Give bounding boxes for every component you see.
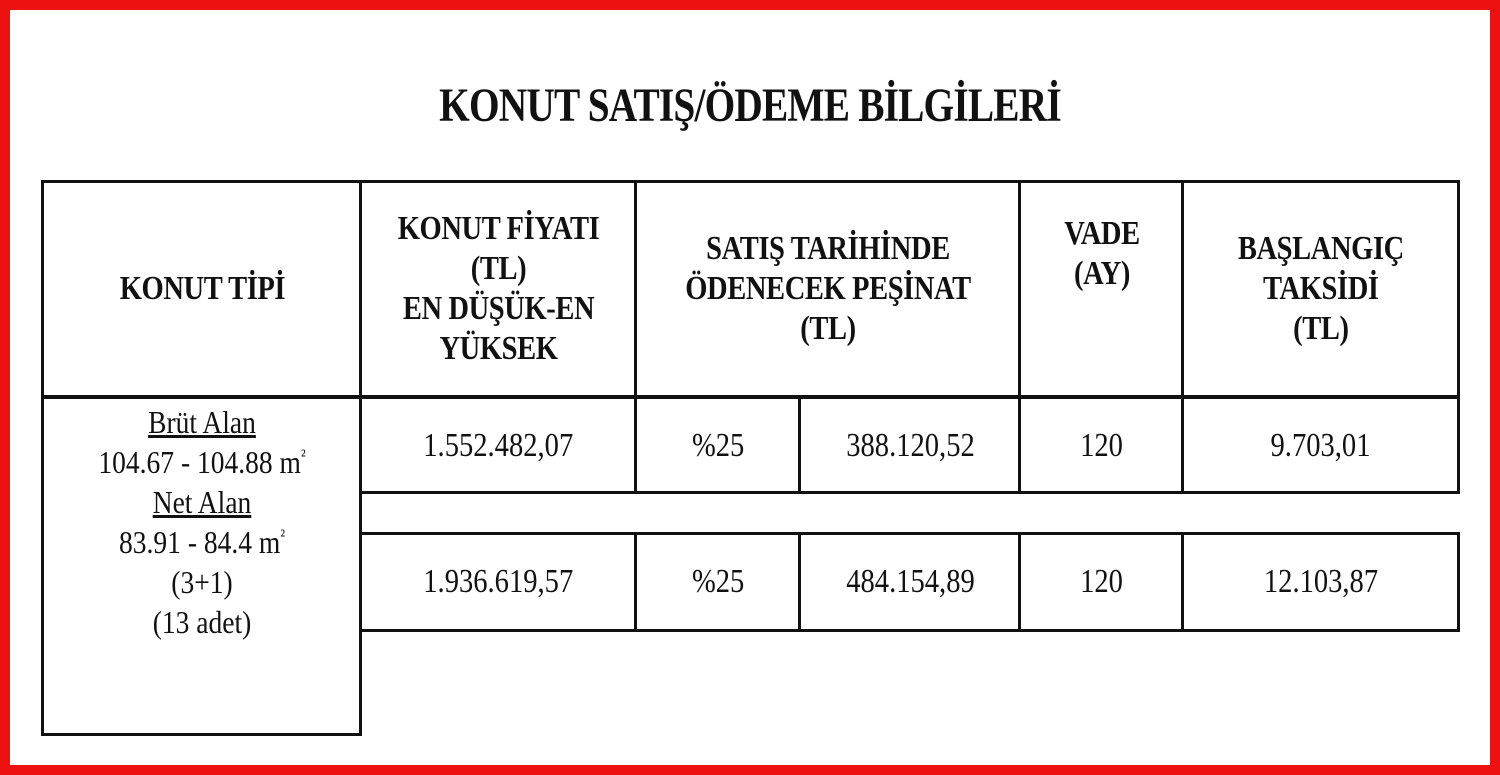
vade-value: 120: [1080, 563, 1123, 600]
table-border: [41, 180, 1460, 183]
table-border: [1018, 532, 1021, 632]
pesinat-tutari: 388.120,52: [845, 427, 975, 464]
header-pesinat: SATIŞ TARİHİNDE ÖDENECEK PEŞİNAT (TL): [685, 230, 971, 347]
oda-sayisi: (3+1): [171, 564, 233, 600]
page-title: KONUT SATIŞ/ÖDEME BİLGİLERİ: [439, 79, 1061, 132]
table-border: [1181, 532, 1184, 632]
pesinat-tutari: 484.154,89: [845, 563, 975, 600]
table-border: [359, 532, 1460, 535]
taksit-value: 9.703,01: [1270, 427, 1371, 464]
table-border: [1181, 180, 1184, 494]
konut-fiyati-value: 1.936.619,57: [423, 563, 574, 600]
taksit-value: 12.103,87: [1263, 563, 1378, 600]
table-border: [634, 532, 637, 632]
header-konut-fiyati: KONUT FİYATI (TL) EN DÜŞÜK-EN YÜKSEK: [397, 210, 600, 367]
brut-alan-label: Brüt Alan: [148, 404, 256, 440]
net-alan-label: Net Alan: [152, 484, 252, 520]
adet-sayisi: (13 adet): [152, 604, 252, 640]
table-border: [359, 491, 1460, 494]
pesinat-orani: %25: [691, 427, 745, 464]
table-border: [634, 180, 637, 494]
table-border: [1457, 532, 1460, 632]
pesinat-orani: %25: [691, 563, 745, 600]
header-vade: VADE (AY): [1063, 215, 1140, 292]
table-border: [41, 180, 44, 736]
net-alan-value: 83.91 - 84.4 m: [119, 524, 281, 560]
table-border: [359, 629, 1460, 632]
vade-value: 120: [1080, 427, 1123, 464]
konut-fiyati-value: 1.552.482,07: [423, 427, 574, 464]
table-border: [1018, 180, 1021, 494]
table-border: [41, 733, 361, 736]
header-konut-tipi: KONUT TİPİ: [119, 270, 285, 307]
table-border: [798, 395, 801, 494]
table-border: [41, 395, 1460, 399]
table-border: [798, 532, 801, 632]
table-border: [1457, 180, 1460, 494]
brut-alan-value: 104.67 - 104.88 m: [98, 444, 301, 480]
header-baslangic-taksidi: BAŞLANGIÇ TAKSİDİ (TL): [1237, 230, 1404, 347]
konut-tipi-cell: Brüt Alan 104.67 - 104.88 $m^{^2}$ Net Alan 83.91 - 84.4 $m^{^2}$ (3+1) (13 adet): [45, 402, 359, 642]
table-border: [359, 180, 362, 736]
